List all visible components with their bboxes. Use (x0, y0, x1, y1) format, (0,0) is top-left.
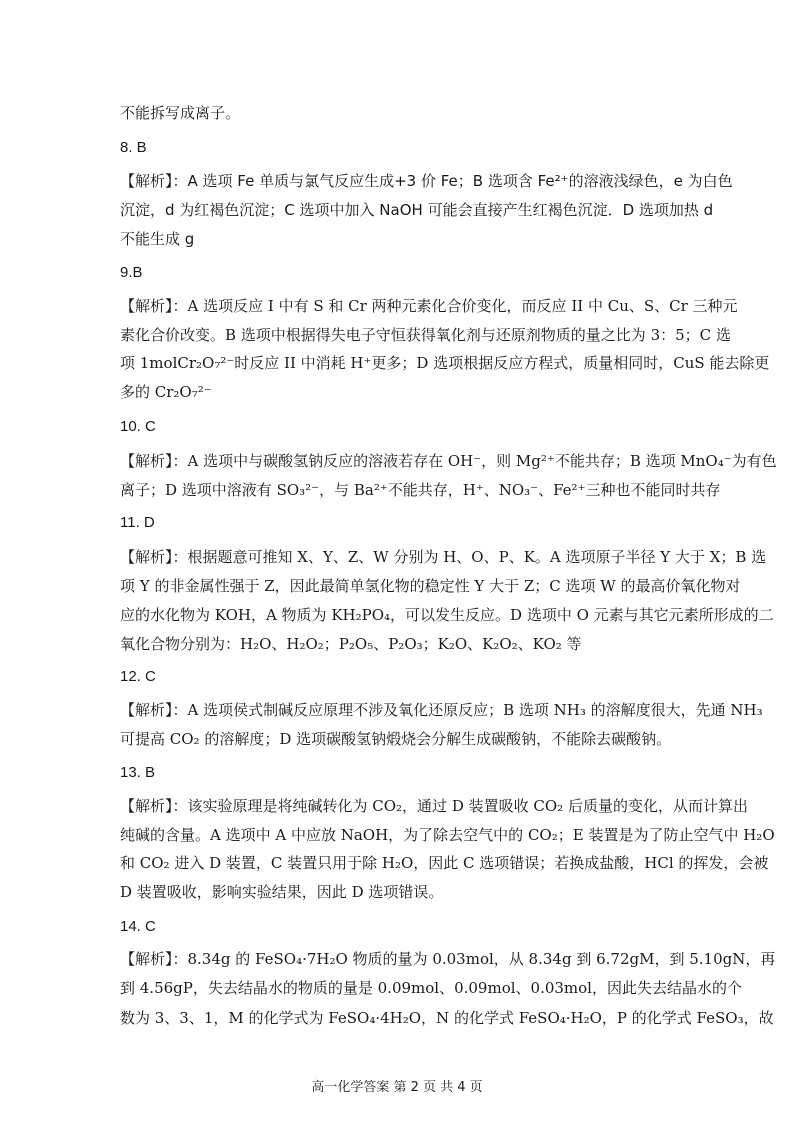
analysis-line: 【解析】：A 选项侯式制碱反应原理不涉及氧化还原反应；B 选项 NH₃ 的溶解度很大，先通 NH₃ (120, 701, 763, 719)
analysis-line: 纯碱的含量。A 选项中 A 中应放 NaOH，为了除去空气中的 CO₂；E 装置是为了防止空气中 H₂O (120, 826, 775, 844)
answer-number: 13. B (120, 764, 156, 781)
analysis-line: 项 Y 的非金属性强于 Z，因此最简单氢化物的稳定性 Y 大于 Z；C 选项 W 的最高价氧化物对 (120, 577, 741, 595)
analysis-line: 素化合价改变。B 选项中根据得失电子守恒获得氧化剂与还原剂物质的量之比为 3：5；C 选 (120, 326, 731, 344)
analysis-line: 和 CO₂ 进入 D 装置，C 装置只用于除 H₂O，因此 C 选项错误；若换成盐酸，HCl 的挥发，会被 (120, 854, 769, 872)
answer-number: 12. C (120, 668, 156, 685)
analysis-line: 【解析】：该实验原理是将纯碱转化为 CO₂，通过 D 装置吸收 CO₂ 后质量的变化，从而计算出 (120, 797, 748, 815)
analysis-line: 氧化合物分别为：H₂O、H₂O₂；P₂O₅、P₂O₃；K₂O、K₂O₂、KO₂ 等 (120, 635, 582, 653)
page-footer: 高一化学答案 第 2 页 共 4 页 (311, 1080, 483, 1095)
analysis-line: 【解析】：A 选项 Fe 单质与氯气反应生成+3 价 Fe；B 选项含 Fe²⁺的溶液浅绿色，e 为白色 (120, 172, 733, 190)
analysis-line: 【解析】：8.34g 的 FeSO₄·7H₂O 物质的量为 0.03mol，从 8.34g 到 6.72gM，到 5.10gN，再 (120, 950, 776, 968)
text-line: 不能拆写成离子。 (120, 104, 241, 122)
analysis-line: 应的水化物为 KOH，A 物质为 KH₂PO₄，可以发生反应。D 选项中 O 元素与其它元素所形成的二 (120, 606, 774, 624)
analysis-line: 【解析】：A 选项中与碳酸氢钠反应的溶液若存在 OH⁻，则 Mg²⁺不能共存；B 选项 MnO₄⁻为有色 (120, 452, 777, 470)
analysis-line: 多的 Cr₂O₇²⁻ (120, 383, 212, 401)
analysis-line: 【解析】：A 选项反应 I 中有 S 和 Cr 两种元素化合价变化，而反应 II 中 Cu、S、Cr 三种元 (120, 297, 738, 315)
analysis-line: 项 1molCr₂O₇²⁻时反应 II 中消耗 H⁺更多；D 选项根据反应方程式，质量相同时，CuS 能去除更 (120, 354, 770, 372)
answer-number: 8. B (120, 139, 147, 156)
analysis-line: 沉淀，d 为红褐色沉淀；C 选项中加入 NaOH 可能会直接产生红褐色沉淀．D 选项加热 d (120, 201, 714, 219)
analysis-line: 【解析】：根据题意可推知 X、Y、Z、W 分别为 H、O、P、K。A 选项原子半径 Y 大于 X；B 选 (120, 548, 767, 566)
analysis-line: D 装置吸收，影响实验结果，因此 D 选项错误。 (120, 883, 444, 901)
analysis-line: 到 4.56gP，失去结晶水的物质的量是 0.09mol、0.09mol、0.03mol，因此失去结晶水的个 (120, 979, 742, 997)
analysis-line: 可提高 CO₂ 的溶解度；D 选项碳酸氢钠煅烧会分解生成碳酸钠，不能除去碳酸钠。 (120, 730, 672, 748)
answer-number: 11. D (120, 514, 155, 531)
answer-number: 14. C (120, 918, 156, 935)
answer-number: 9.B (120, 264, 143, 281)
analysis-line: 不能生成 g (120, 230, 195, 248)
analysis-line: 数为 3、3、1，M 的化学式为 FeSO₄·4H₂O，N 的化学式 FeSO₄·H₂O，P 的化学式 FeSO₃，故 (120, 1009, 774, 1027)
analysis-line: 离子；D 选项中溶液有 SO₃²⁻，与 Ba²⁺不能共存，H⁺、NO₃⁻、Fe²⁺三种也不能同时共存 (120, 481, 721, 499)
answer-number: 10. C (120, 418, 156, 435)
